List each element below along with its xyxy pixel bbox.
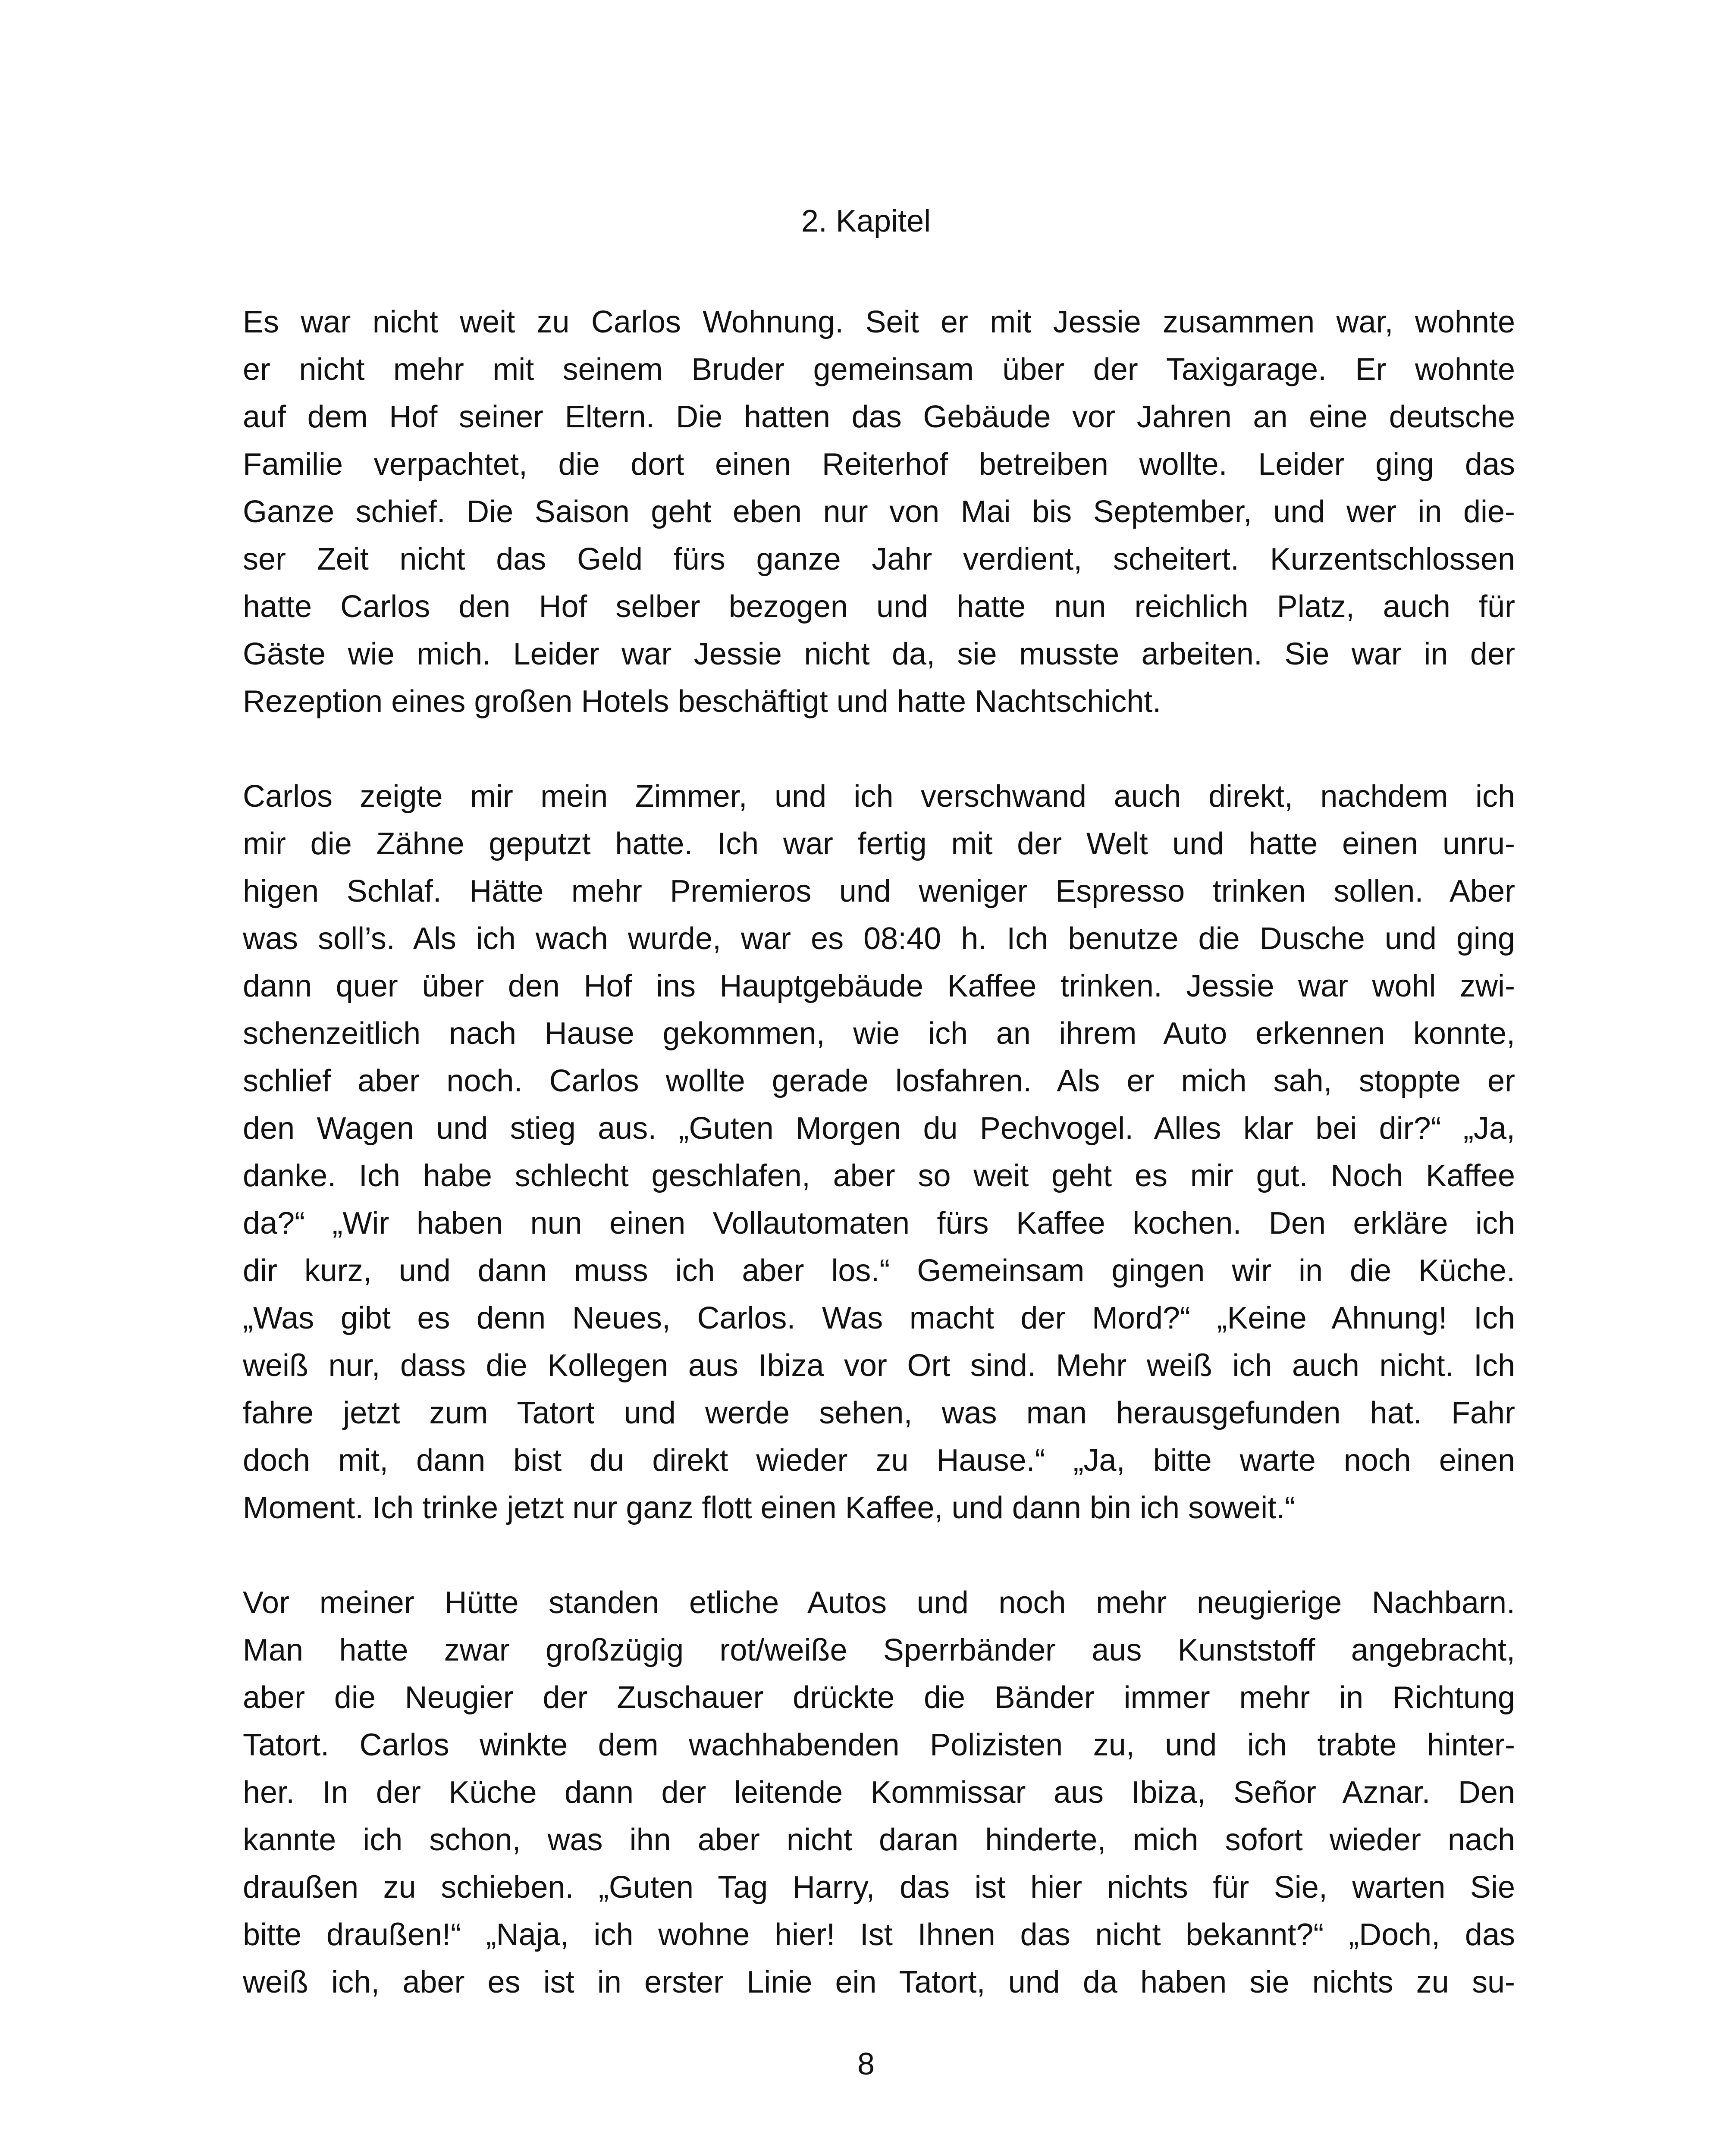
text-line: Vor meiner Hütte standen etliche Autos und noch mehr neugierige Nachbarn. <box>243 1586 1515 1620</box>
text-line: bitte draußen!“ „Naja, ich wohne hier! Ist Ihnen das nicht bekannt?“ „Doch, das <box>243 1918 1515 1952</box>
text-line: Gäste wie mich. Leider war Jessie nicht da, sie musste arbeiten. Sie war in der <box>243 637 1515 671</box>
text-line: dann quer über den Hof ins Hauptgebäude Kaffee trinken. Jessie war wohl zwi- <box>243 969 1515 1003</box>
text-line: auf dem Hof seiner Eltern. Die hatten das Gebäude vor Jahren an eine deutsche <box>243 400 1515 434</box>
paragraph-1 <box>243 298 1515 725</box>
text-line: schenzeitlich nach Hause gekommen, wie ich an ihrem Auto erkennen konnte, <box>243 1016 1515 1051</box>
text-line: Ganze schief. Die Saison geht eben nur von Mai bis September, und wer in die- <box>243 495 1515 529</box>
text-line: her. In der Küche dann der leitende Kommissar aus Ibiza, Señor Aznar. Den <box>243 1775 1515 1810</box>
text-line: danke. Ich habe schlecht geschlafen, aber so weit geht es mir gut. Noch Kaffee <box>243 1159 1515 1193</box>
text-line: kannte ich schon, was ihn aber nicht daran hinderte, mich sofort wieder nach <box>243 1823 1515 1857</box>
paragraph-3 <box>243 1579 1515 2006</box>
body-text <box>243 298 1515 2006</box>
text-line: ser Zeit nicht das Geld fürs ganze Jahr verdient, scheitert. Kurzentschlossen <box>243 542 1515 577</box>
text-line: higen Schlaf. Hätte mehr Premieros und weniger Espresso trinken sollen. Aber <box>243 874 1515 909</box>
text-line: „Was gibt es denn Neues, Carlos. Was macht der Mord?“ „Keine Ahnung! Ich <box>243 1301 1515 1335</box>
text-line: hatte Carlos den Hof selber bezogen und hatte nun reichlich Platz, auch für <box>243 589 1515 624</box>
text-line: doch mit, dann bist du direkt wieder zu Hause.“ „Ja, bitte warte noch einen <box>243 1443 1515 1478</box>
text-line: Es war nicht weit zu Carlos Wohnung. Seit er mit Jessie zusammen war, wohnte <box>243 305 1515 339</box>
text-line: Familie verpachtet, die dort einen Reiterhof betreiben wollte. Leider ging das <box>243 447 1515 482</box>
text-line: Carlos zeigte mir mein Zimmer, und ich verschwand auch direkt, nachdem ich <box>243 779 1515 814</box>
text-line: was soll’s. Als ich wach wurde, war es 08:40 h. Ich benutze die Dusche und ging <box>243 921 1515 956</box>
text-line: weiß ich, aber es ist in erster Linie ein Tatort, und da haben sie nichts zu su- <box>243 1965 1515 1999</box>
text-line: mir die Zähne geputzt hatte. Ich war fertig mit der Welt und hatte einen unru- <box>243 827 1515 861</box>
text-line: draußen zu schieben. „Guten Tag Harry, das ist hier nichts für Sie, warten Sie <box>243 1870 1515 1905</box>
paragraph-2 <box>243 773 1515 1532</box>
text-line: aber die Neugier der Zuschauer drückte die Bänder immer mehr in Richtung <box>243 1680 1515 1715</box>
text-line: fahre jetzt zum Tatort und werde sehen, was man herausgefunden hat. Fahr <box>243 1396 1515 1430</box>
text-line: weiß nur, dass die Kollegen aus Ibiza vor Ort sind. Mehr weiß ich auch nicht. Ich <box>243 1348 1515 1383</box>
text-line: den Wagen und stieg aus. „Guten Morgen du Pechvogel. Alles klar bei dir?“ „Ja, <box>243 1111 1515 1146</box>
chapter-title: 2. Kapitel <box>801 204 931 238</box>
page-number: 8 <box>857 2047 875 2081</box>
text-line: da?“ „Wir haben nun einen Vollautomaten fürs Kaffee kochen. Den erkläre ich <box>243 1206 1515 1241</box>
text-line: dir kurz, und dann muss ich aber los.“ Gemeinsam gingen wir in die Küche. <box>243 1253 1515 1288</box>
text-line: schlief aber noch. Carlos wollte gerade losfahren. Als er mich sah, stoppte er <box>243 1064 1515 1098</box>
text-line: er nicht mehr mit seinem Bruder gemeinsam über der Taxigarage. Er wohnte <box>243 352 1515 387</box>
text-line: Moment. Ich trinke jetzt nur ganz flott einen Kaffee, und dann bin ich soweit.“ <box>243 1491 1296 1525</box>
text-line: Rezeption eines großen Hotels beschäftigt und hatte Nachtschicht. <box>243 684 1161 719</box>
text-line: Man hatte zwar großzügig rot/weiße Sperrbänder aus Kunststoff angebracht, <box>243 1633 1515 1667</box>
text-line: Tatort. Carlos winkte dem wachhabenden Polizisten zu, und ich trabte hinter- <box>243 1728 1515 1762</box>
